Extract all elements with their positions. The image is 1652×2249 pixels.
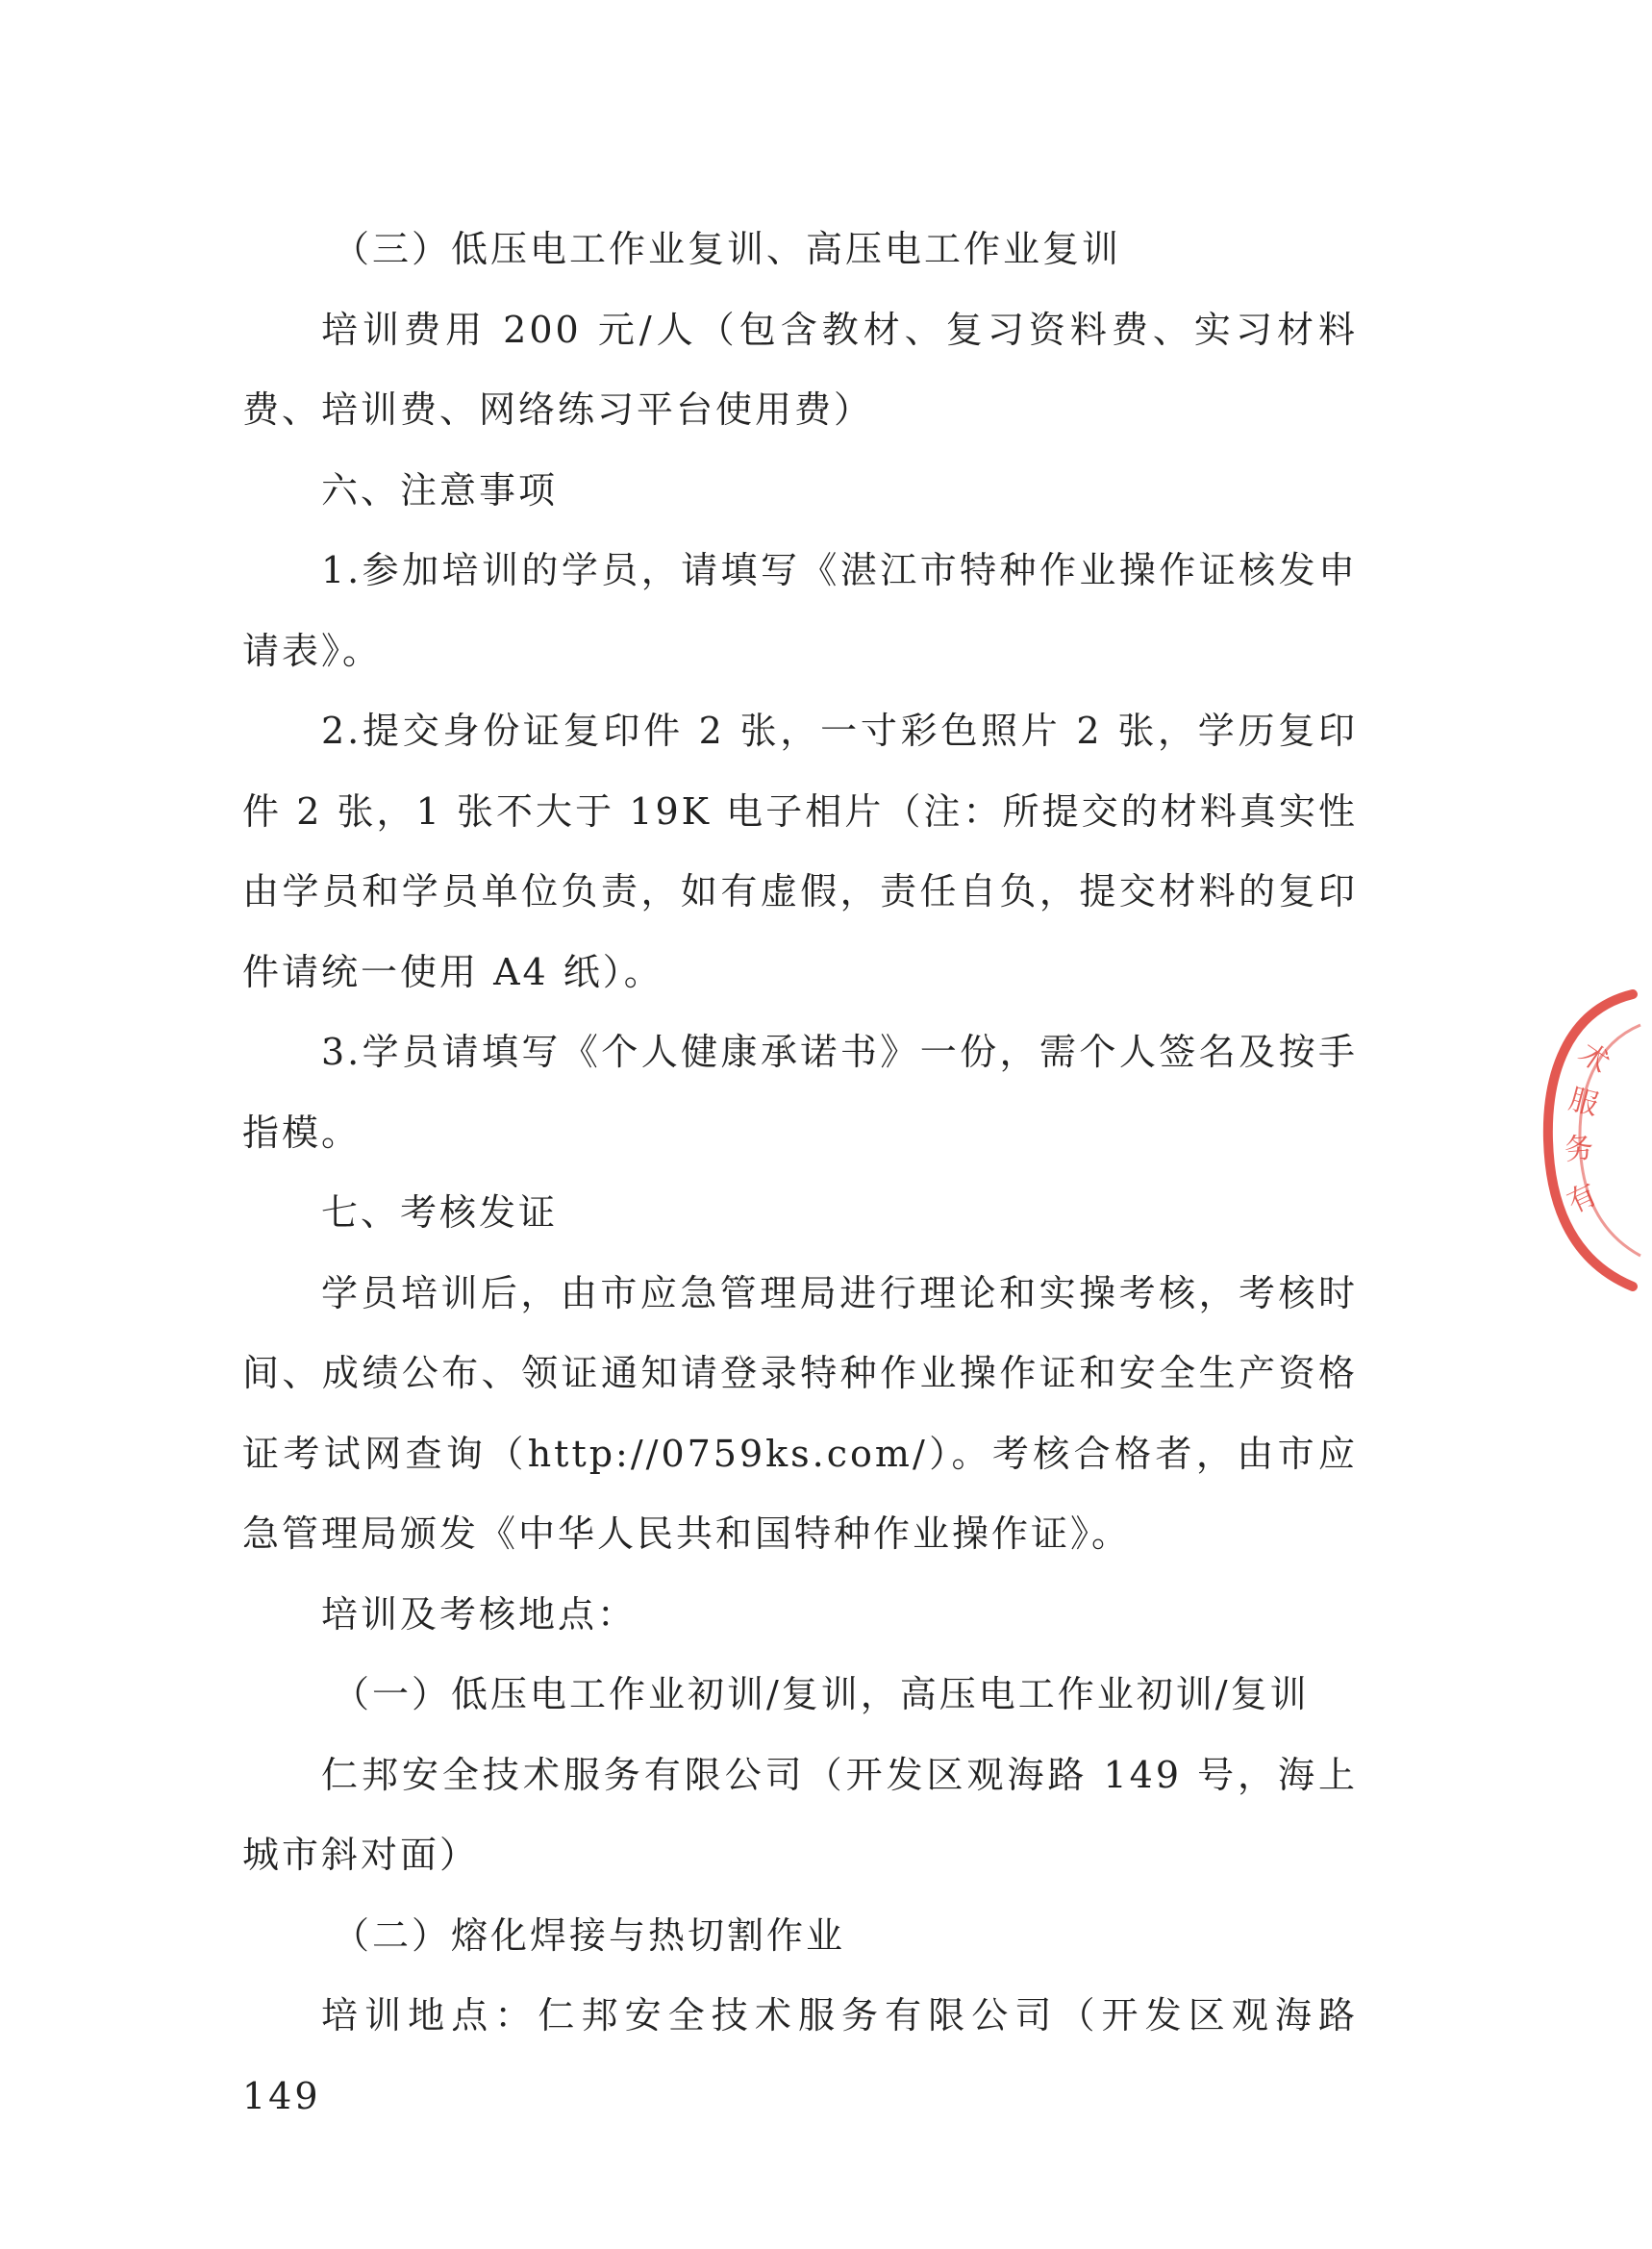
document-body: [242, 210, 1358, 2137]
fee-paragraph: 培训费用 200 元/人（包含教材、复习资料费、实习材料费、培训费、网络练习平台使用费）: [242, 308, 1358, 431]
svg-text:有: 有: [1562, 1177, 1603, 1221]
location-paragraph-2: 培训地点：仁邦安全技术服务有限公司（开发区观海路 149: [242, 1994, 1358, 2117]
location-heading-1: （一）低压电工作业初训/复训，高压电工作业初训/复训: [333, 1673, 1310, 1715]
section-title-assessment: 七、考核发证: [321, 1191, 559, 1234]
svg-text:务: 务: [1563, 1131, 1595, 1167]
assessment-paragraph: 学员培训后，由市应急管理局进行理论和实操考核，考核时间、成绩公布、领证通知请登录特种作业操作证和安全生产资格证考试网查询（http://0759ks.com/）。考核合格者，由市应急管理局颁发《中华人民共和国特种作业操作证》。: [242, 1271, 1358, 1555]
official-seal-stamp: [1537, 987, 1652, 1294]
section-title-notes: 六、注意事项: [321, 468, 559, 512]
svg-text:服: 服: [1564, 1082, 1602, 1123]
location-heading-2: （二）熔化焊接与热切割作业: [333, 1913, 846, 1957]
section-heading-3: （三）低压电工作业复训、高压电工作业复训: [333, 228, 1122, 270]
location-heading: 培训及考核地点：: [321, 1592, 638, 1636]
note-item-1: 1.参加培训的学员，请填写《湛江市特种作业操作证核发申请表》。: [242, 549, 1358, 672]
location-paragraph-1: 仁邦安全技术服务有限公司（开发区观海路 149 号，海上城市斜对面）: [242, 1753, 1358, 1876]
svg-text:术: 术: [1572, 1036, 1616, 1081]
note-item-2: 2.提交身份证复印件 2 张，一寸彩色照片 2 张，学历复印件 2 张，1 张不大于 19K 电子相片（注：所提交的材料真实性由学员和学员单位负责，如有虚假，责任自负，提交材料的复印件请统一使用 A4 纸）。: [242, 710, 1358, 993]
note-item-3: 3.学员请填写《个人健康承诺书》一份，需个人签名及按手指模。: [242, 1031, 1358, 1154]
